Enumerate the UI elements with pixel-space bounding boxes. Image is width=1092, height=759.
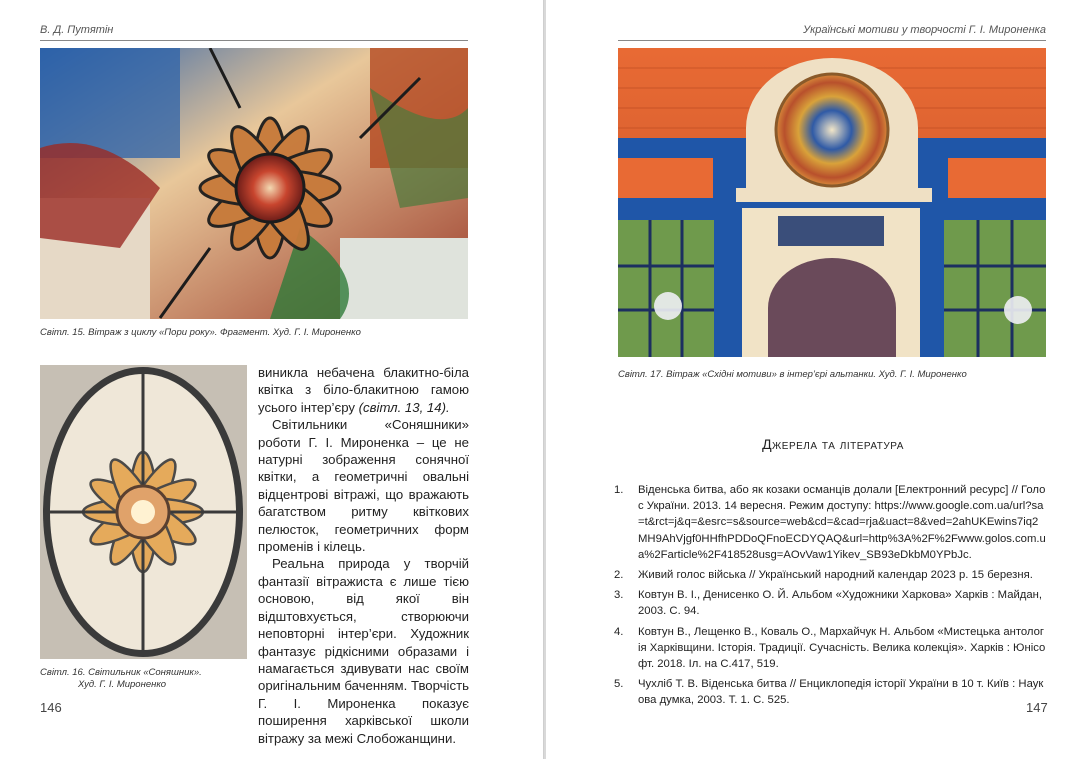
reference-text: Віденська битва, або як козаки османців долали [Електронний ресурс] // Голос України. 2013. 14 вересня. Режим доступу: https://www.google.com.ua/url?sa=t&rct=j&q=&esrc=s&source=web&cd=&cad=rja&uact=8&ved=2ahUKEwins7iq2MH9AhVjgf0HHfhPDDoQFnoECDYQAQ&url=http%3A%2F%2Fwww.golos.com.ua%2Farticle%2F418528usg=AOvVaw1Yikev_SB93eDkbM0YPbJc.	[638, 484, 1046, 561]
stained-glass-fragment-photo	[40, 48, 468, 319]
caption-16	[40, 667, 250, 691]
reference-text: Ковтун В., Лещенко В., Коваль О., Мархайчук Н. Альбом «Мистецька антологія Харківщини. Історія. Традиції. Сучасність. Велика колекція». Харків : Юнісофт. 2018. Іл. на С.417, 519.	[638, 625, 1046, 671]
caption-16-line2: Худ. Г. І. Мироненко	[78, 679, 167, 690]
body-text	[258, 364, 469, 747]
reference-item	[614, 624, 1046, 673]
running-head-author: В. Д. Путятін	[40, 24, 114, 36]
reference-item	[614, 676, 1046, 708]
caption-15: Світл. 15. Вітраж з циклу «Пори року». Фрагмент. Худ. Г. І. Мироненко	[40, 327, 361, 338]
left-page	[0, 0, 544, 759]
paragraph-3: Реальна природа у творчій фантазії вітражиста є лише тією основою, від якої він відштовхується, створюючи неповторні інтер’єри. Художник фантазує рідкісними образами і намагається здивувати нас своїм оригінальним баченням. Творчість Г. І. Мироненка показує поширення харківської школи вітражу за межі Слобожанщини.	[258, 556, 469, 746]
paragraph-1	[258, 364, 469, 416]
reference-number: 1.	[614, 484, 624, 496]
page-number-right: 147	[1026, 700, 1048, 715]
running-head-title: Українські мотиви у творчості Г. І. Мироненка	[803, 24, 1046, 36]
page-number-left: 146	[40, 700, 62, 715]
oriental-motifs-interior-photo	[618, 48, 1046, 357]
reference-number: 5.	[614, 678, 624, 691]
reference-number: 3.	[614, 589, 624, 602]
section-title: Джерела та література	[762, 436, 904, 452]
paragraph-2: Світильники «Соняшники» роботи Г. І. Мироненка – це не натурні зображення сонячної квітки, а геометричні овальні відцентрові вітражі, що вражають багатством ритму квіткових пелюсток, геометричних форм променів і кілець.	[258, 417, 469, 555]
paragraph-1-text: виникла небачена блакитно-біла квітка з біло-блакитною гамою усього інтер’єру	[258, 365, 469, 415]
caption-17: Світл. 17. Вітраж «Східні мотиви» в інтер’єрі альтанки. Худ. Г. І. Мироненко	[618, 369, 967, 380]
caption-16-line1: Світл. 16. Світильник «Соняшник».	[40, 667, 202, 678]
paragraph-1-ref: (світл. 13, 14).	[358, 399, 450, 415]
references-list	[614, 482, 1046, 713]
reference-text: Чухліб Т. В. Віденська битва // Енциклопедія історії України в 10 т. Київ : Наукова думка, 2003. Т. 1. С. 525.	[638, 678, 1044, 707]
reference-number: 4.	[614, 625, 624, 638]
header-rule	[40, 40, 468, 41]
reference-text: Живий голос війська // Український народний календар 2023 р. 15 березня.	[638, 569, 1033, 582]
reference-number: 2.	[614, 569, 624, 582]
reference-item	[614, 567, 1046, 583]
sunflower-lamp-photo	[40, 365, 247, 659]
reference-text: Ковтун В. І., Денисенко О. Й. Альбом «Художники Харкова» Харків : Майдан, 2003. С. 94.	[638, 589, 1043, 618]
header-rule-right	[618, 40, 1046, 41]
reference-item	[614, 482, 1046, 563]
reference-item	[614, 587, 1046, 619]
